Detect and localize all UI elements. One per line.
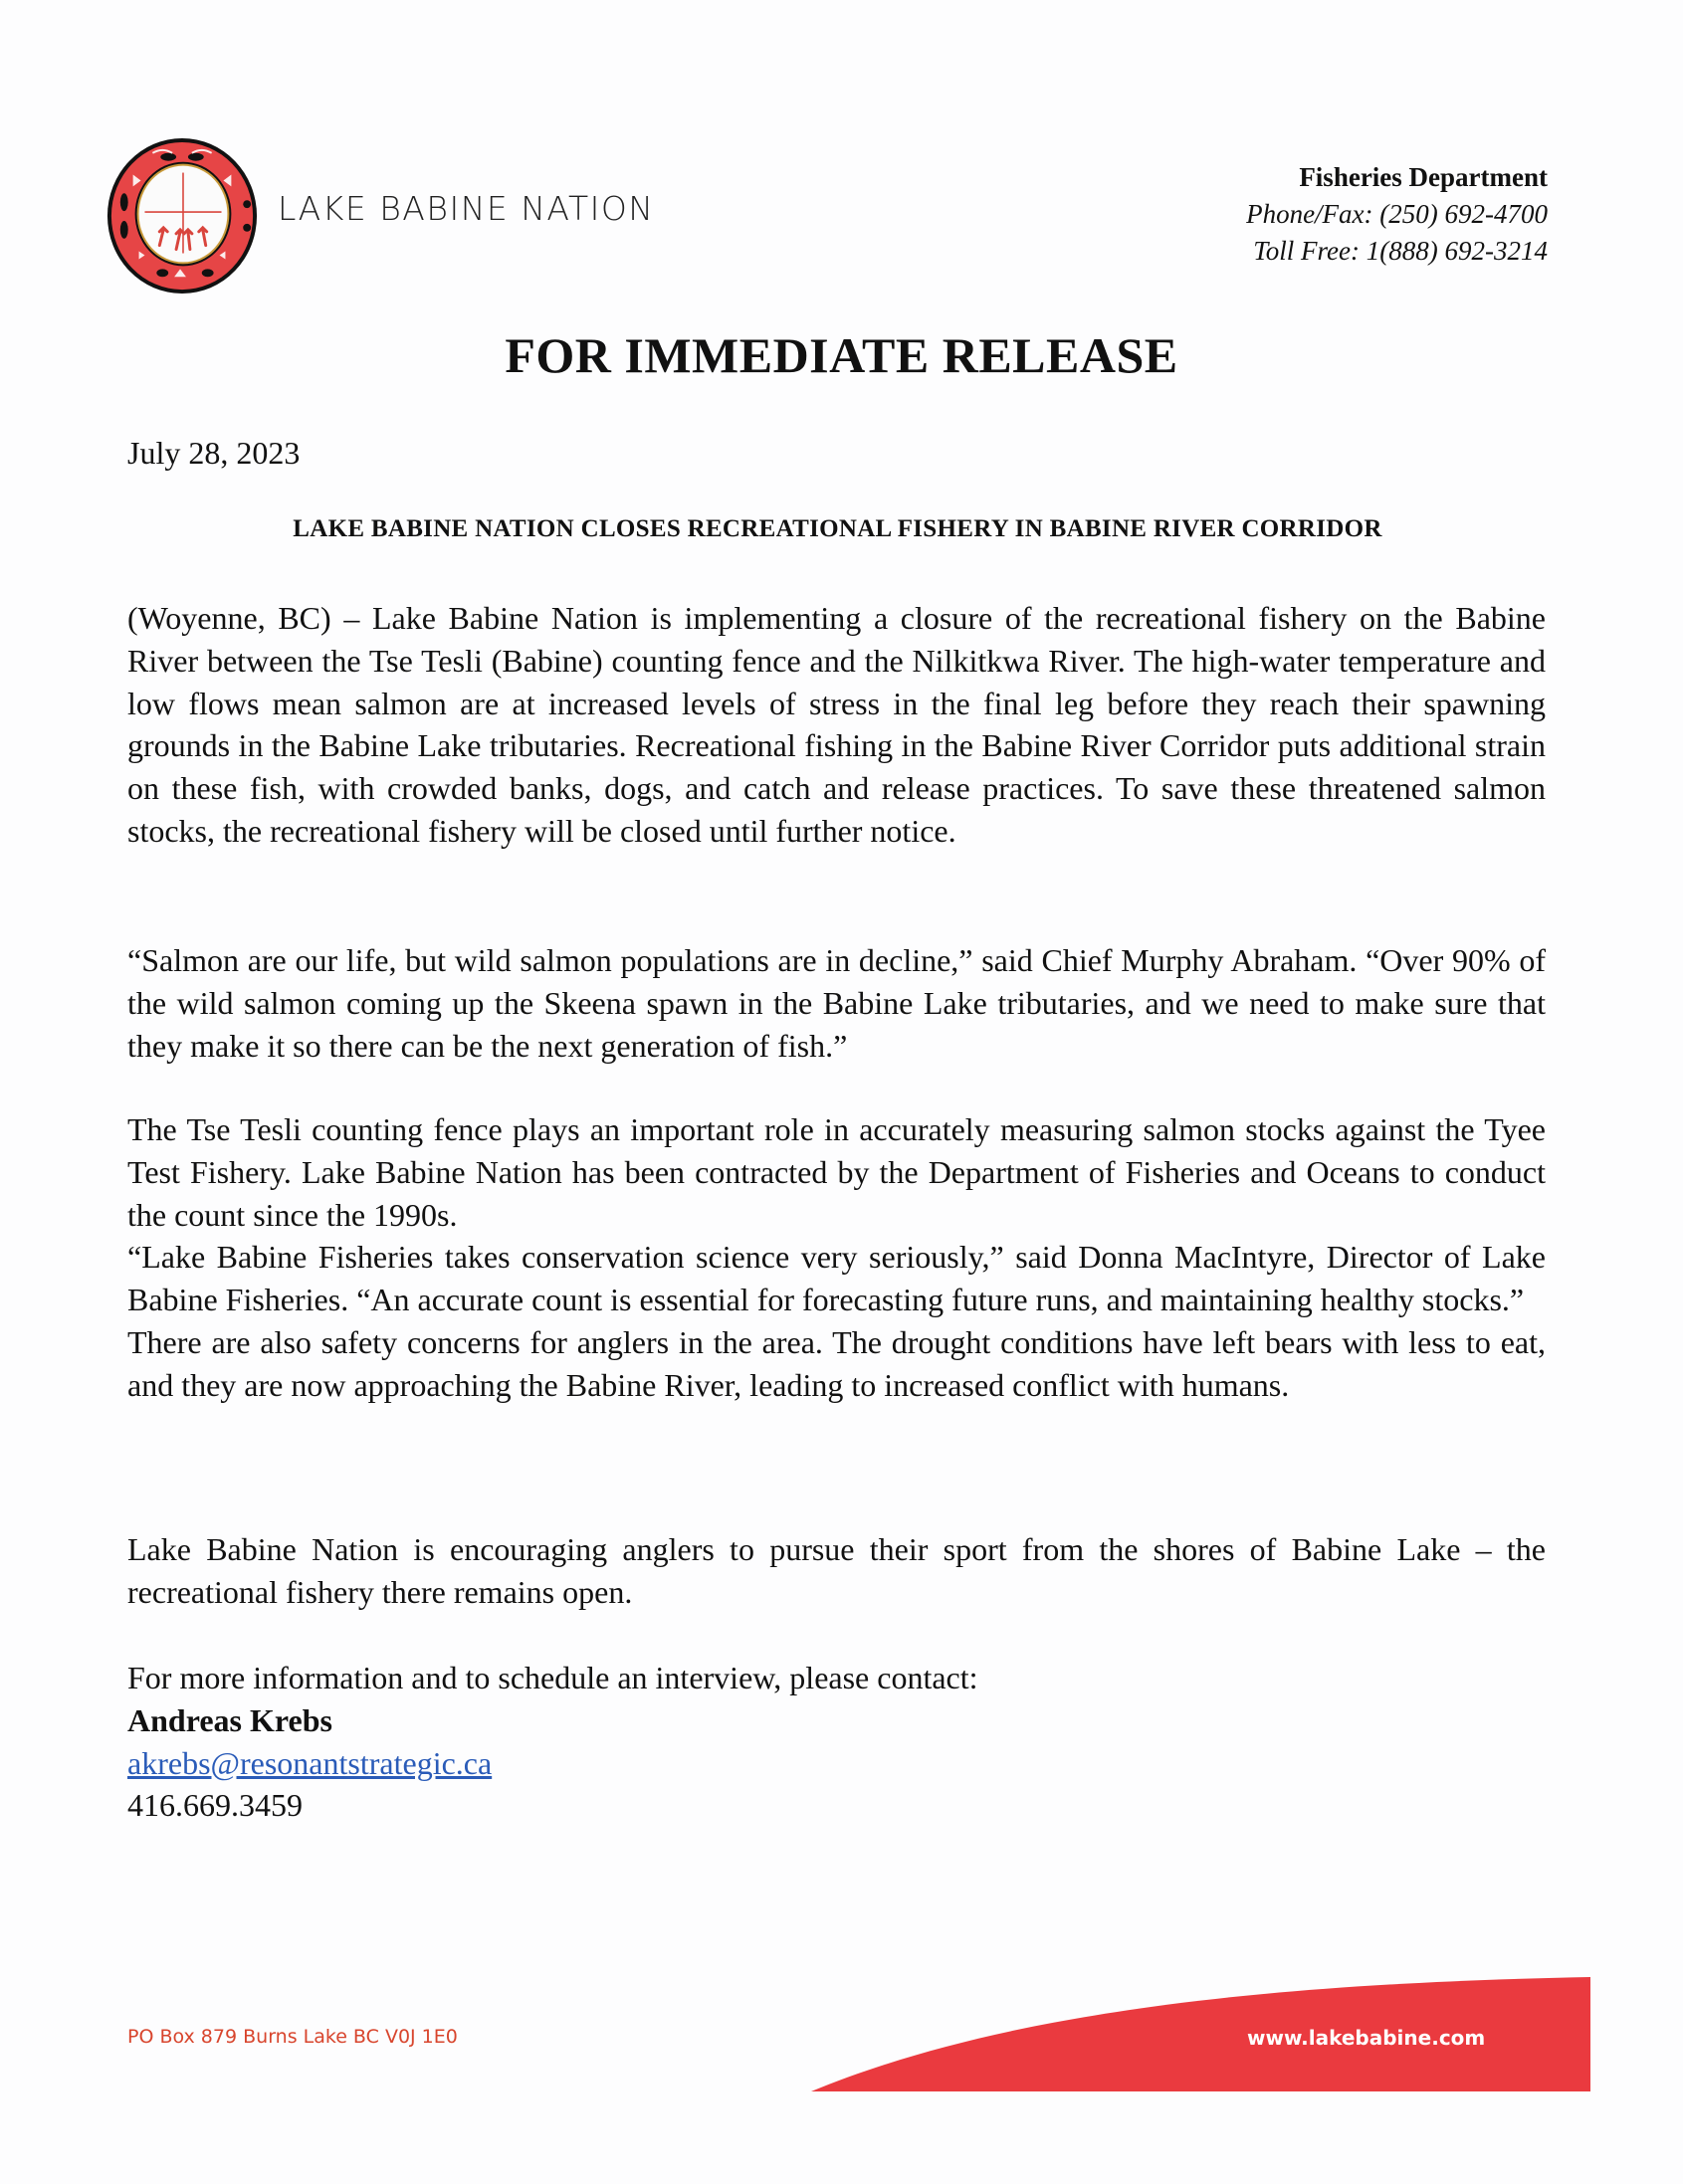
paragraph: “Lake Babine Fisheries takes conservation science very seriously,” said Donna MacIntyre, Director of Lake Babine Fisheries. “An accurate count is essential for forecasting future runs, and maintaining healthy stocks.” <box>127 1239 1546 1318</box>
contact-email-link[interactable]: akrebs@resonantstrategic.ca <box>127 1744 493 1781</box>
contact-phone: 416.669.3459 <box>127 1787 303 1824</box>
footer-address: PO Box 879 Burns Lake BC V0J 1E0 <box>127 2026 458 2048</box>
organization-name: LAKE BABINE NATION <box>278 189 655 228</box>
body-paragraph-chief-quote <box>127 939 1546 1067</box>
contact-name: Andreas Krebs <box>127 1701 332 1738</box>
department-contact-block <box>1246 159 1548 270</box>
department-name: Fisheries Department <box>1299 162 1548 192</box>
release-title: FOR IMMEDIATE RELEASE <box>505 327 1178 383</box>
paragraph: Lake Babine Nation is encouraging anglers to pursue their sport from the shores of Babine Lake – the recreational fishery there remains open. <box>127 1531 1546 1610</box>
paragraph: “Salmon are our life, but wild salmon populations are in decline,” said Chief Murphy Abraham. “Over 90% of the wild salmon coming up the Skeena spawn in the Babine Lake tributaries, and we need to make sure that they make it so there can be the next generation of fish.” <box>127 942 1546 1064</box>
body-paragraph-counting-fence <box>127 1108 1546 1407</box>
body-paragraph-encouragement <box>127 1528 1546 1614</box>
paragraph: There are also safety concerns for anglers in the area. The drought conditions have left bears with less to eat, and they are now approaching the Babine River, leading to increased conflict with humans. <box>127 1323 1546 1403</box>
toll-free-number: Toll Free: 1(888) 692-3214 <box>1253 236 1548 266</box>
footer-website-link[interactable]: www.lakebabine.com <box>1247 2026 1486 2050</box>
paragraph: (Woyenne, BC) – Lake Babine Nation is implementing a closure of the recreational fishery on the Babine River between the Tse Tesli (Babine) counting fence and the Nilkitkwa River. The high-water temperature and low flows mean salmon are at increased levels of stress in the final leg before they reach their spawning grounds in the Babine Lake tributaries. Recreational fishing in the Babine River Corridor puts additional strain on these fish, with crowded banks, dogs, and catch and release practices. To save these threatened salmon stocks, the recreational fishery will be closed until further notice. <box>127 600 1546 849</box>
release-date: July 28, 2023 <box>127 435 301 471</box>
phone-fax: Phone/Fax: (250) 692-4700 <box>1246 199 1548 229</box>
contact-block <box>127 1657 978 1827</box>
body-paragraph-intro <box>127 597 1546 853</box>
paragraph: The Tse Tesli counting fence plays an important role in accurately measuring salmon stocks against the Tyee Test Fishery. Lake Babine Nation has been contracted by the Department of Fisheries and Oceans to conduct the count since the 1990s. <box>127 1111 1546 1233</box>
release-headline: LAKE BABINE NATION CLOSES RECREATIONAL FISHERY IN BABINE RIVER CORRIDOR <box>293 515 1382 542</box>
lake-babine-nation-logo-icon <box>104 135 261 297</box>
contact-intro: For more information and to schedule an interview, please contact: <box>127 1660 978 1695</box>
